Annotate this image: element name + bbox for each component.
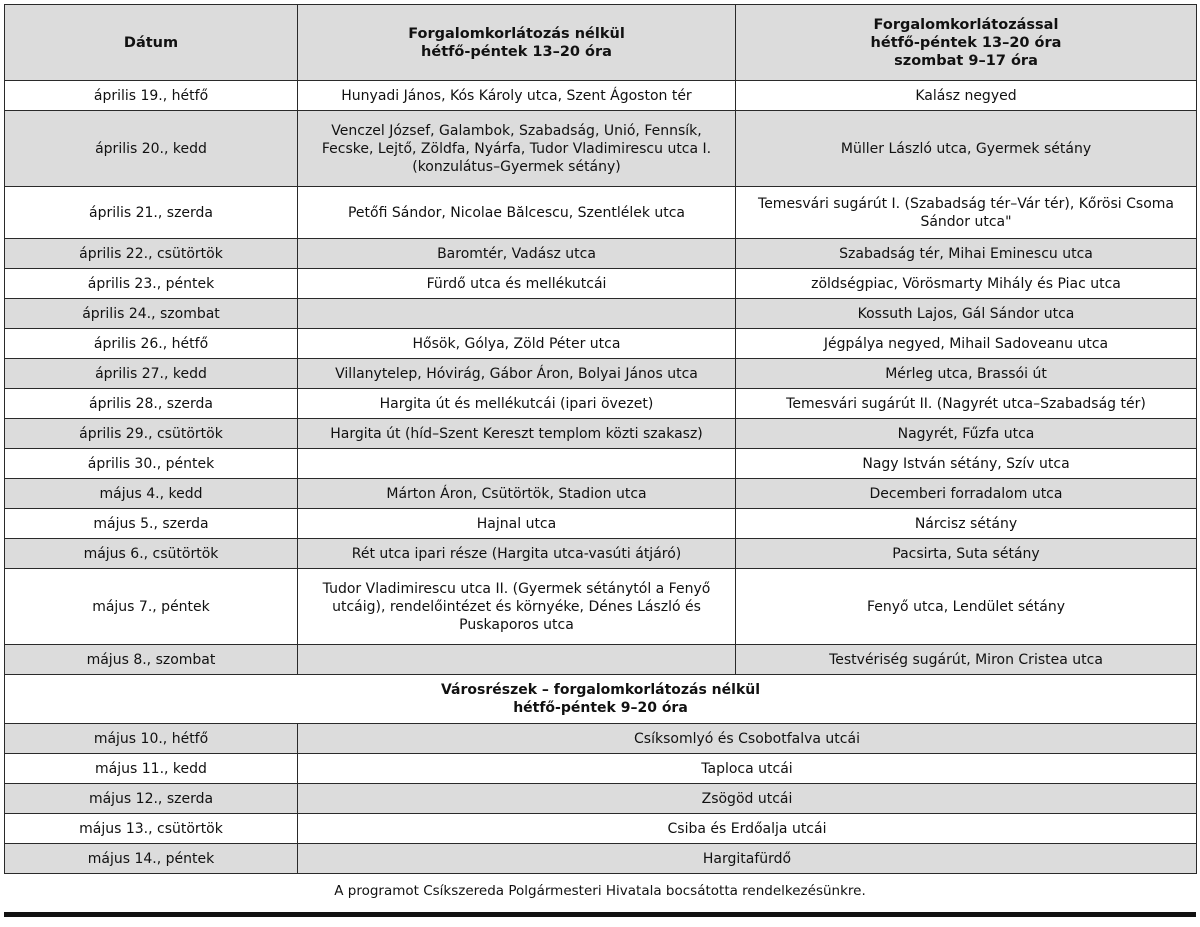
district-row: [5, 724, 1197, 754]
free-cell: Hargita út (híd–Szent Kereszt templom közti szakasz): [298, 419, 736, 449]
free-cell: Baromtér, Vadász utca: [298, 239, 736, 269]
table-row: [5, 299, 1197, 329]
date-cell: május 8., szombat: [5, 645, 298, 675]
footnote: A programot Csíkszereda Polgármesteri Hivatala bocsátotta rendelkezésünkre.: [334, 883, 866, 899]
table-row: [5, 509, 1197, 539]
date-cell: április 24., szombat: [5, 299, 298, 329]
traffic-schedule-table: [4, 4, 1197, 874]
table-row: [5, 359, 1197, 389]
free-cell: Rét utca ipari része (Hargita utca-vasúti átjáró): [298, 539, 736, 569]
bottom-rule: [4, 912, 1196, 917]
table-header-row: [5, 5, 1197, 81]
date-cell: április 19., hétfő: [5, 81, 298, 111]
restricted-cell: Decemberi forradalom utca: [736, 479, 1197, 509]
districts-body: [5, 724, 1197, 874]
restricted-cell: Nagyrét, Fűzfa utca: [736, 419, 1197, 449]
table-row: [5, 389, 1197, 419]
restricted-column-header: [736, 5, 1197, 81]
district-area-cell: Csíksomlyó és Csobotfalva utcái: [298, 724, 1197, 754]
districts-header-row: [5, 675, 1197, 724]
restricted-cell: zöldségpiac, Vörösmarty Mihály és Piac utca: [736, 269, 1197, 299]
table-row: [5, 449, 1197, 479]
date-cell: április 23., péntek: [5, 269, 298, 299]
date-cell: április 26., hétfő: [5, 329, 298, 359]
date-cell: április 27., kedd: [5, 359, 298, 389]
free-cell: Márton Áron, Csütörtök, Stadion utca: [298, 479, 736, 509]
schedule-body: [5, 81, 1197, 675]
free-cell: Hargita út és mellékutcái (ipari övezet): [298, 389, 736, 419]
table-row: [5, 239, 1197, 269]
free-cell: Hősök, Gólya, Zöld Péter utca: [298, 329, 736, 359]
table-row: [5, 269, 1197, 299]
table-row: [5, 479, 1197, 509]
date-cell: április 20., kedd: [5, 111, 298, 187]
restricted-cell: Kossuth Lajos, Gál Sándor utca: [736, 299, 1197, 329]
restricted-cell: Jégpálya negyed, Mihail Sadoveanu utca: [736, 329, 1197, 359]
table-row: [5, 329, 1197, 359]
restricted-cell: Szabadság tér, Mihai Eminescu utca: [736, 239, 1197, 269]
district-area-cell: Csiba és Erdőalja utcái: [298, 814, 1197, 844]
date-cell: május 5., szerda: [5, 509, 298, 539]
free-cell: Petőfi Sándor, Nicolae Bălcescu, Szentlélek utca: [298, 187, 736, 239]
date-cell: április 22., csütörtök: [5, 239, 298, 269]
date-cell: május 4., kedd: [5, 479, 298, 509]
date-cell: május 12., szerda: [5, 784, 298, 814]
districts-header-line2: hétfő-péntek 9–20 óra: [513, 700, 688, 716]
date-cell: május 11., kedd: [5, 754, 298, 784]
district-area-cell: Hargitafürdő: [298, 844, 1197, 874]
free-cell: Venczel József, Galambok, Szabadság, Unió, Fennsík, Fecske, Lejtő, Zöldfa, Nyárfa, Tudor Vladimirescu utca I. (konzulátus–Gyermek sétány): [298, 111, 736, 187]
restricted-cell: Nárcisz sétány: [736, 509, 1197, 539]
district-row: [5, 814, 1197, 844]
table-row: [5, 111, 1197, 187]
date-header-label: Dátum: [123, 34, 179, 51]
date-cell: május 7., péntek: [5, 569, 298, 645]
restricted-cell: Kalász negyed: [736, 81, 1197, 111]
table-row: [5, 645, 1197, 675]
restricted-header-line1: Forgalomkorlátozással: [873, 16, 1059, 33]
free-cell: Tudor Vladimirescu utca II. (Gyermek sétánytól a Fenyő utcáig), rendelőintézet és környéke, Dénes László és Puskaporos utca: [298, 569, 736, 645]
restricted-cell: Nagy István sétány, Szív utca: [736, 449, 1197, 479]
district-row: [5, 754, 1197, 784]
restricted-cell: Pacsirta, Suta sétány: [736, 539, 1197, 569]
free-cell: Hunyadi János, Kós Károly utca, Szent Ágoston tér: [298, 81, 736, 111]
free-cell: [298, 449, 736, 479]
free-cell: [298, 645, 736, 675]
date-cell: május 10., hétfő: [5, 724, 298, 754]
table-row: [5, 539, 1197, 569]
date-cell: április 28., szerda: [5, 389, 298, 419]
date-cell: április 21., szerda: [5, 187, 298, 239]
district-area-cell: Zsögöd utcái: [298, 784, 1197, 814]
district-row: [5, 784, 1197, 814]
free-cell: Villanytelep, Hóvirág, Gábor Áron, Bolyai János utca: [298, 359, 736, 389]
free-cell: [298, 299, 736, 329]
restricted-cell: Temesvári sugárút II. (Nagyrét utca–Szabadság tér): [736, 389, 1197, 419]
date-cell: május 13., csütörtök: [5, 814, 298, 844]
free-header-line1: Forgalomkorlátozás nélkül: [408, 25, 625, 42]
districts-header-line1: Városrészek – forgalomkorlátozás nélkül: [440, 682, 761, 698]
district-area-cell: Taploca utcái: [298, 754, 1197, 784]
restricted-header-line2: hétfő-péntek 13–20 óra: [870, 34, 1062, 51]
restricted-cell: Müller László utca, Gyermek sétány: [736, 111, 1197, 187]
date-cell: április 29., csütörtök: [5, 419, 298, 449]
table-row: [5, 187, 1197, 239]
free-cell: Fürdő utca és mellékutcái: [298, 269, 736, 299]
restricted-cell: Temesvári sugárút I. (Szabadság tér–Vár tér), Kőrösi Csoma Sándor utca": [736, 187, 1197, 239]
date-cell: május 6., csütörtök: [5, 539, 298, 569]
restricted-cell: Fenyő utca, Lendület sétány: [736, 569, 1197, 645]
free-cell: Hajnal utca: [298, 509, 736, 539]
restricted-cell: Mérleg utca, Brassói út: [736, 359, 1197, 389]
date-column-header: [5, 5, 298, 81]
date-cell: április 30., péntek: [5, 449, 298, 479]
free-header-line2: hétfő-péntek 13–20 óra: [421, 43, 612, 60]
restricted-header-line3: szombat 9–17 óra: [894, 52, 1038, 69]
table-row: [5, 81, 1197, 111]
table-row: [5, 419, 1197, 449]
restricted-cell: Testvériség sugárút, Miron Cristea utca: [736, 645, 1197, 675]
table-row: [5, 569, 1197, 645]
district-row: [5, 844, 1197, 874]
date-cell: május 14., péntek: [5, 844, 298, 874]
districts-header-cell: [5, 675, 1197, 724]
free-column-header: [298, 5, 736, 81]
